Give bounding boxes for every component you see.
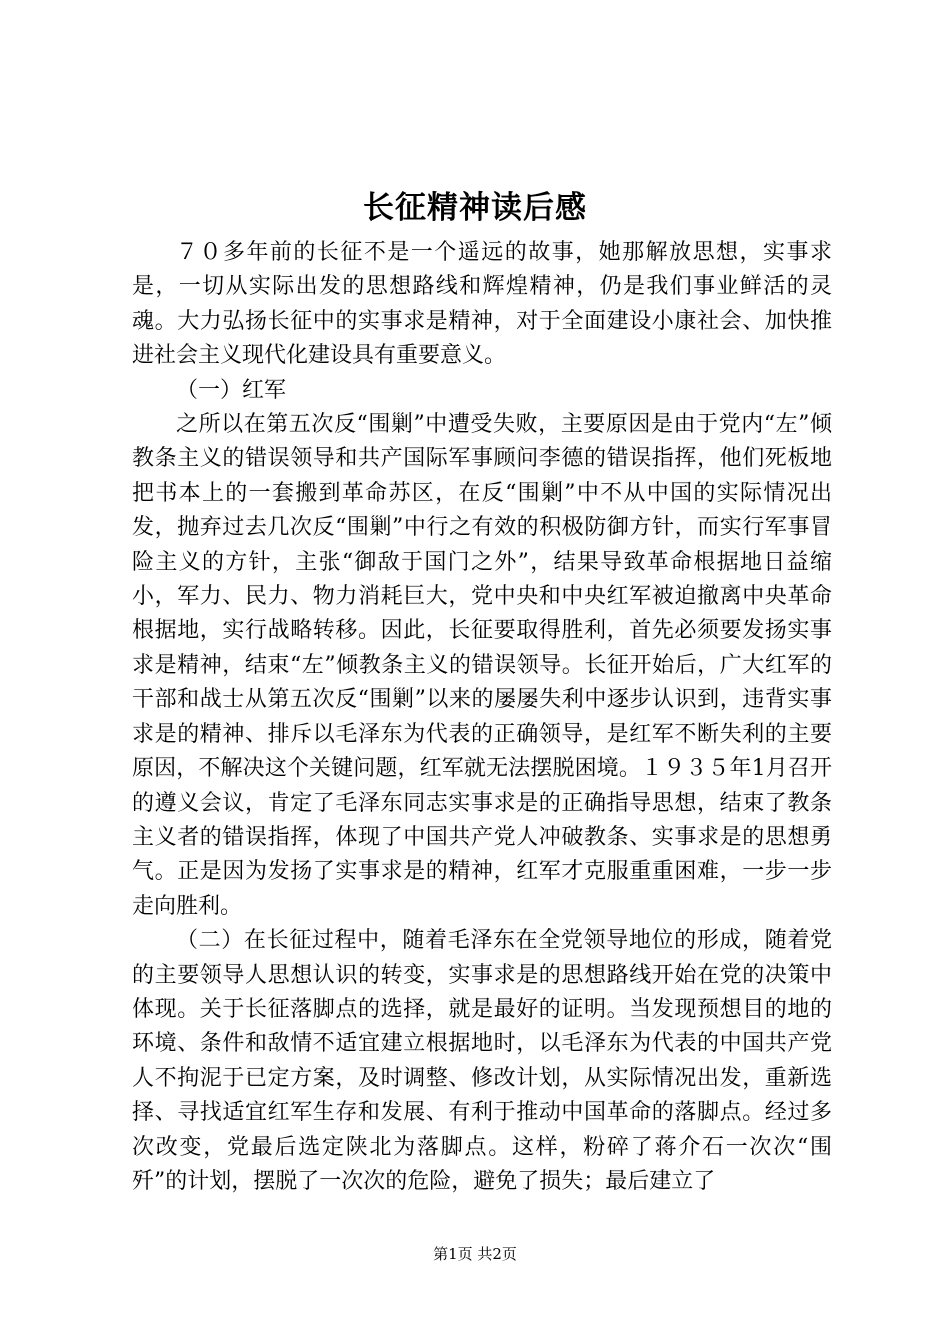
paragraph-section-2: （二）在长征过程中，随着毛泽东在全党领导地位的形成，随着党的主要领导人思想认识的转变，实事求是的思想路线开始在党的决策中体现。关于长征落脚点的选择，就是最好的证明。当发现预想目的地的环境、条件和敌情不适宜建立根据地时，以毛泽东为代表的中国共产党人不拘泥于已定方案，及时调整、修改计划，从实际情况出发，重新选择、寻找适宜红军生存和发展、有利于推动中国革命的落脚点。经过多次改变，党最后选定陕北为落脚点。这样，粉碎了蒋介石一次次“围歼”的计划，摆脱了一次次的危险，避免了损失；最后建立了 <box>132 928 832 1194</box>
paragraph-section-1: 之所以在第五次反“围剿”中遭受失败，主要原因是由于党内“左”倾教条主义的错误领导和共产国际军事顾问李德的错误指挥，他们死板地把书本上的一套搬到革命苏区，在反“围剿”中不从中国的实际情况出发，抛弃过去几次反“围剿”中行之有效的积极防御方针，而实行军事冒险主义的方针，主张“御敌于国门之外”，结果导致革命根据地日益缩小，军力、民力、物力消耗巨大，党中央和中央红军被迫撤离中央革命根据地，实行战略转移。因此，长征要取得胜利，首先必须要发扬实事求是精神，结束“左”倾教条主义的错误领导。长征开始后，广大红军的干部和战士从第五次反“围剿”以来的屡屡失利中逐步认识到，违背实事求是的精神、排斥以毛泽东为代表的正确领导，是红军不断失利的主要原因，不解决这个关键问题，红军就无法摆脱困境。１９３５年1月召开的遵义会议，肯定了毛泽东同志实事求是的正确指导思想，结束了教条主义者的错误指挥，体现了中国共产党人冲破教条、实事求是的思想勇气。正是因为发扬了实事求是的精神，红军才克服重重困难，一步一步走向胜利。 <box>132 412 832 919</box>
page-number-footer: 第1页 共2页 <box>433 1245 517 1263</box>
section-heading-1: （一）红军 <box>176 377 287 403</box>
document-body <box>132 236 832 1199</box>
paragraph-intro: ７０多年前的长征不是一个遥远的故事，她那解放思想，实事求是，一切从实际出发的思想路线和辉煌精神，仍是我们事业鲜活的灵魂。大力弘扬长征中的实事求是精神，对于全面建设小康社会、加快推进社会主义现代化建设具有重要意义。 <box>132 240 832 369</box>
document-title: 长征精神读后感 <box>363 190 587 226</box>
